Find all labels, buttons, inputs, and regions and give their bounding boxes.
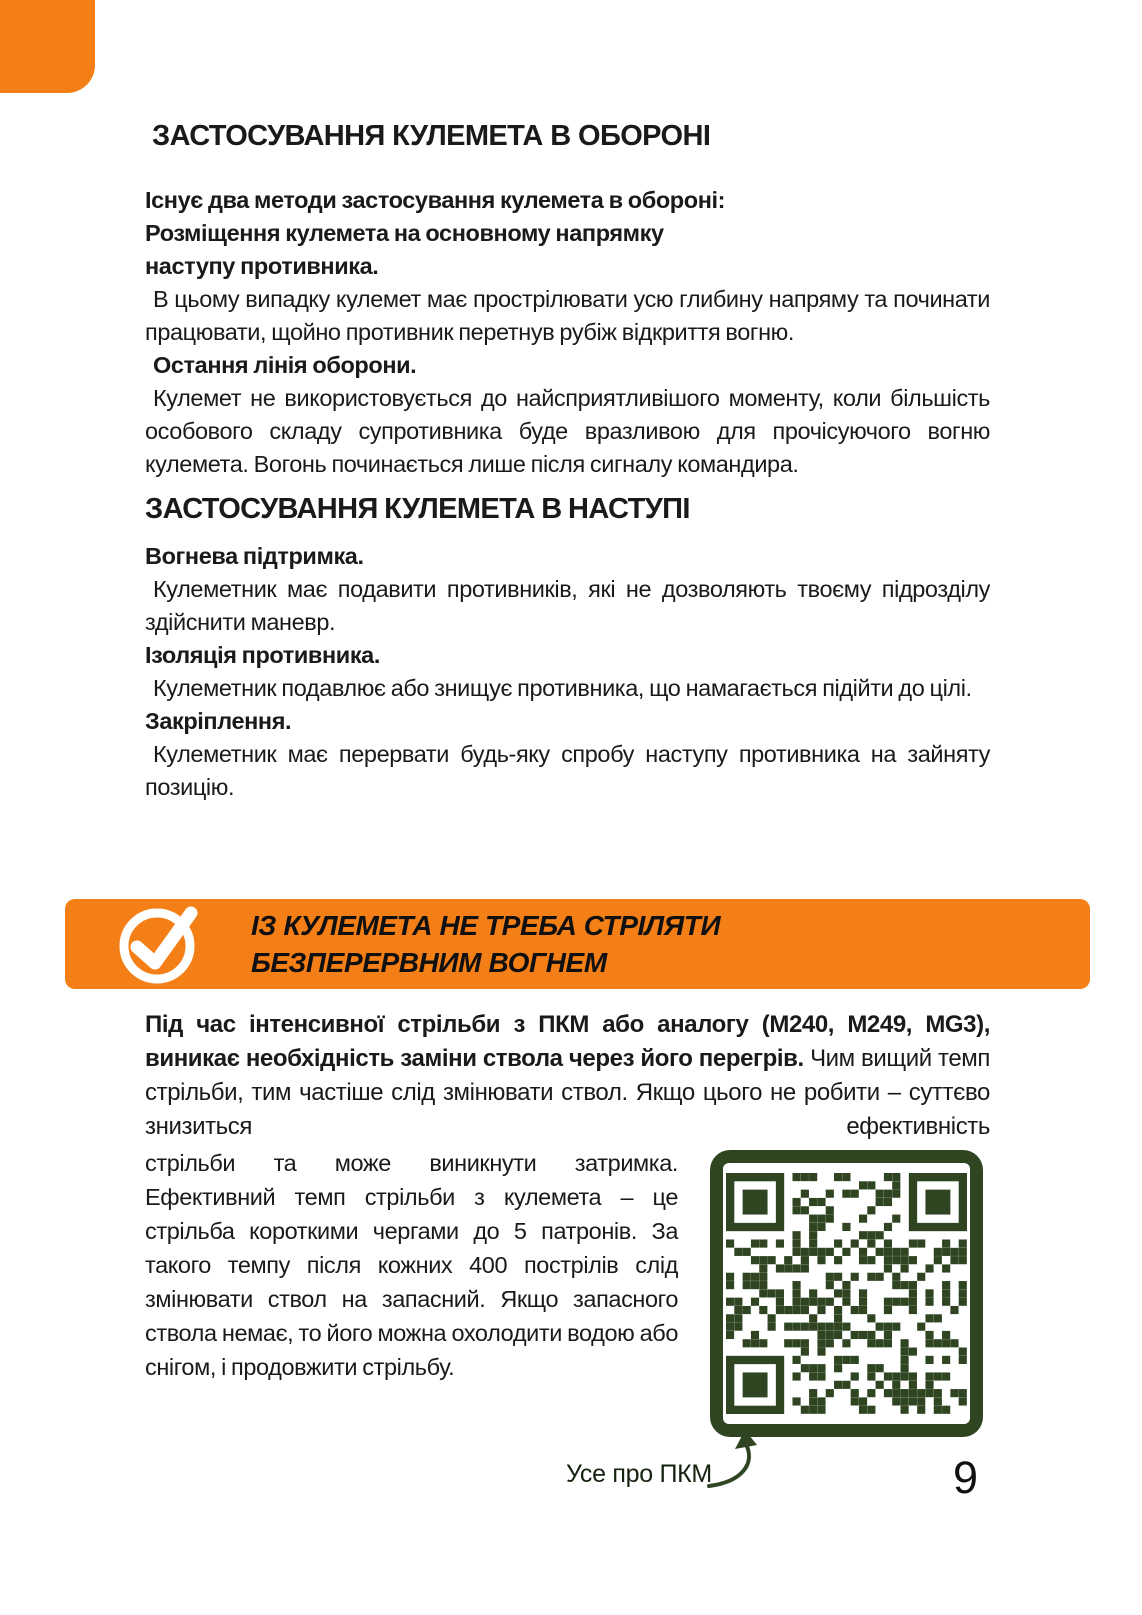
check-circle-icon <box>93 899 223 989</box>
callout-text <box>251 907 720 981</box>
barrel-change-bold: Під час інтенсивної стрільби з ПКМ або аналогу (М240, М249, MG3), виникає необхідність заміни ствола через його перегрів. <box>145 1011 990 1072</box>
offense-item-text: Кулеметник подавлює або знищує противника, що намагається підійти до цілі. <box>153 675 972 701</box>
page-number: 9 <box>953 1452 979 1503</box>
section-title-offense: ЗАСТОСУВАННЯ КУЛЕМЕТА В НАСТУПІ <box>145 493 690 525</box>
barrel-change-wide: Чим вищий темп стрільби, тим частіше слід змінювати ствол. Якщо цього не робити – суттєво знизиться ефективність <box>145 1045 991 1140</box>
section-title-defense: ЗАСТОСУВАННЯ КУЛЕМЕТА В ОБОРОНІ <box>152 120 711 152</box>
defense-method2-text: Кулемет не використовується до найсприятливішого моменту, коли більшість особового складу супротивника буде вразливою для прочісуючого вогню кулемета. Вогонь починається лише після сигналу командира. <box>145 385 990 477</box>
offense-item-text: Кулеметник має подавити противників, які не дозволяють твоєму підрозділу здійснити маневр. <box>145 576 990 635</box>
defense-intro: Існує два методи застосування кулемета в обороні: <box>145 187 726 213</box>
defense-offense-text <box>145 184 990 804</box>
qr-code-inner <box>723 1163 970 1424</box>
defense-method2-title: Остання лінія оборони. <box>153 352 417 378</box>
qr-caption: Усе про ПКМ <box>566 1460 712 1488</box>
defense-method1-title-line2: наступу противника. <box>145 253 379 279</box>
warning-callout-banner <box>65 899 1090 989</box>
offense-item-title: Вогнева підтримка. <box>145 543 364 569</box>
callout-line2: БЕЗПЕРЕРВНИМ ВОГНЕМ <box>251 947 607 978</box>
barrel-change-paragraph-narrow: стрільби та може виникнути затримка. Ефективний темп стрільби з кулемета – це стрільба короткими чергами до 5 патронів. За такого темпу після кожних 400 пострілів слід змінювати ствол на запасний. Якщо запасного ствола немає, то його можна охолодити водою або снігом, і продовжити стрільбу. <box>145 1150 678 1380</box>
offense-item-title: Ізоляція противника. <box>145 642 380 668</box>
defense-method1-text: В цьому випадку кулемет має прострілювати усю глибину напряму та починати працювати, щойно противник перетнув рубіж відкриття вогню. <box>145 286 990 345</box>
corner-accent-shape <box>0 0 95 93</box>
offense-item-title: Закріплення. <box>145 708 292 734</box>
barrel-change-paragraph <box>145 1008 990 1144</box>
callout-line1: ІЗ КУЛЕМЕТА НЕ ТРЕБА СТРІЛЯТИ <box>251 910 721 941</box>
offense-item-text: Кулеметник має перервати будь-яку спробу наступу противника на зайняту позицію. <box>145 741 990 800</box>
qr-modules <box>726 1173 967 1414</box>
defense-method1-title-line1: Розміщення кулемета на основному напрямку <box>145 220 664 246</box>
